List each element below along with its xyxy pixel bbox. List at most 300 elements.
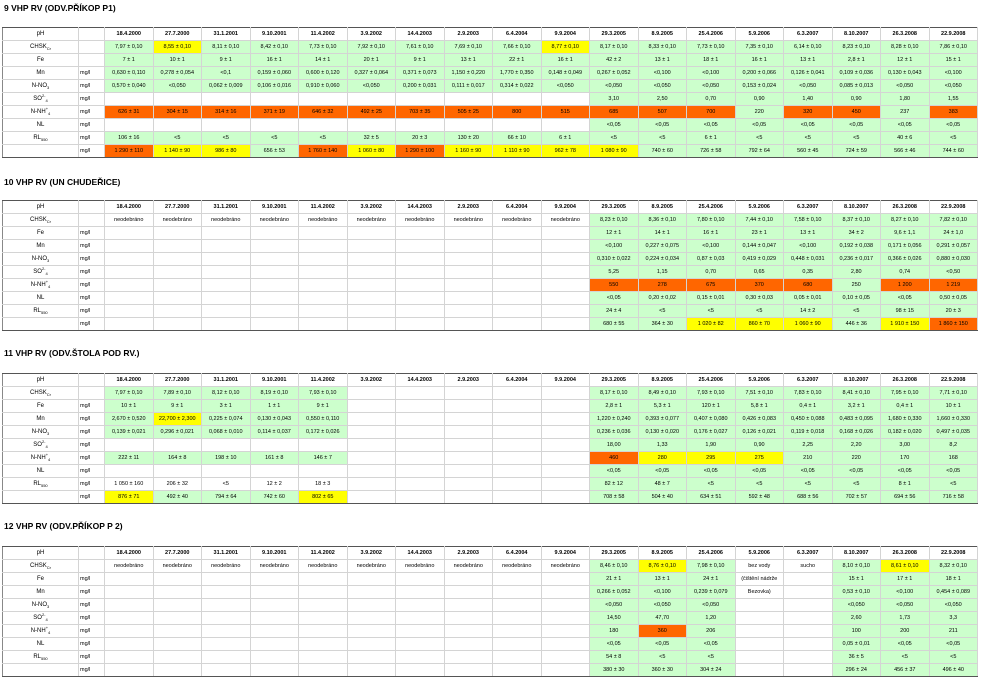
value-cell xyxy=(541,305,590,318)
value-cell xyxy=(784,625,833,638)
value-cell xyxy=(541,292,590,305)
value-cell: 0,570 ± 0,040 xyxy=(105,80,154,93)
value-cell xyxy=(493,612,542,625)
value-cell: 0,227 ± 0,075 xyxy=(638,240,687,253)
date-header: 22.9.2008 xyxy=(929,201,978,214)
value-cell xyxy=(784,599,833,612)
label-sub: 550 xyxy=(40,136,48,142)
value-cell xyxy=(444,266,493,279)
row-label xyxy=(3,318,79,331)
value-cell: 1,680 ± 0,330 xyxy=(881,413,930,426)
value-cell xyxy=(396,318,445,331)
value-cell xyxy=(347,664,396,677)
value-cell xyxy=(396,586,445,599)
date-header: 14.4.2003 xyxy=(396,547,445,560)
value-cell: 716 ± 58 xyxy=(929,491,978,504)
date-header: 5.9.2006 xyxy=(735,28,784,41)
value-cell: 550 xyxy=(590,279,639,292)
value-cell: <5 xyxy=(929,478,978,491)
table-row xyxy=(3,132,978,145)
value-cell: 0,371 ± 0,073 xyxy=(396,67,445,80)
value-cell: 24 ± 1 xyxy=(687,573,736,586)
label-sup: 2- xyxy=(41,92,46,98)
value-cell xyxy=(735,612,784,625)
value-cell: 0,236 ± 0,036 xyxy=(590,426,639,439)
unit-cell: mg/l xyxy=(79,80,105,93)
value-cell: 100 xyxy=(832,625,881,638)
table-row xyxy=(3,214,978,227)
value-cell: 278 xyxy=(638,279,687,292)
value-cell xyxy=(105,465,154,478)
row-label: NL xyxy=(3,119,79,132)
value-cell xyxy=(396,478,445,491)
label-sub: Cr xyxy=(46,564,51,570)
value-cell xyxy=(444,638,493,651)
value-cell: 364 ± 30 xyxy=(638,318,687,331)
value-cell: 170 xyxy=(881,452,930,465)
value-cell: 1 219 xyxy=(929,279,978,292)
value-cell: 0,35 xyxy=(784,266,833,279)
value-cell: 13 ± 1 xyxy=(638,54,687,67)
value-cell xyxy=(396,573,445,586)
value-cell: 98 ± 15 xyxy=(881,305,930,318)
value-cell xyxy=(202,305,251,318)
value-cell: 3 ± 1 xyxy=(202,400,251,413)
value-cell xyxy=(541,119,590,132)
value-cell xyxy=(541,638,590,651)
value-cell xyxy=(299,279,348,292)
value-cell xyxy=(396,253,445,266)
value-cell: 2,8 ± 1 xyxy=(590,400,639,413)
value-cell xyxy=(250,227,299,240)
value-cell: 13 ± 1 xyxy=(638,573,687,586)
value-cell xyxy=(347,119,396,132)
value-cell xyxy=(444,318,493,331)
table-row xyxy=(3,465,978,478)
value-cell xyxy=(153,586,202,599)
value-cell xyxy=(347,279,396,292)
label-sub: 4 xyxy=(48,110,51,116)
date-header: 6.3.2007 xyxy=(784,201,833,214)
table-row xyxy=(3,573,978,586)
value-cell: 23 ± 1 xyxy=(735,227,784,240)
value-cell: 0,426 ± 0,083 xyxy=(735,413,784,426)
value-cell: 250 xyxy=(832,279,881,292)
value-cell: 0,497 ± 0,035 xyxy=(929,426,978,439)
value-cell xyxy=(105,266,154,279)
value-cell xyxy=(105,651,154,664)
label-sub: 550 xyxy=(40,655,48,661)
value-cell: 7,83 ± 0,10 xyxy=(784,387,833,400)
value-cell: 1 140 ± 90 xyxy=(153,145,202,158)
value-cell xyxy=(784,573,833,586)
date-header: 8.10.2007 xyxy=(832,374,881,387)
value-cell: <5 xyxy=(832,305,881,318)
value-cell xyxy=(299,292,348,305)
value-cell: 1,770 ± 0,350 xyxy=(493,67,542,80)
date-header: 27.7.2000 xyxy=(153,201,202,214)
unit-cell: mg/l xyxy=(79,227,105,240)
date-header: 8.10.2007 xyxy=(832,28,881,41)
value-cell xyxy=(784,586,833,599)
table-row xyxy=(3,227,978,240)
value-cell xyxy=(541,586,590,599)
value-cell: 724 ± 59 xyxy=(832,145,881,158)
value-cell: <0,05 xyxy=(832,119,881,132)
value-cell xyxy=(347,305,396,318)
date-header: 8.9.2005 xyxy=(638,28,687,41)
value-cell: 1 290 ± 100 xyxy=(396,145,445,158)
value-cell: <0,100 xyxy=(687,240,736,253)
row-label: $RL_{550}$ xyxy=(3,651,79,664)
date-header: 8.9.2005 xyxy=(638,374,687,387)
value-cell: 10 ± 1 xyxy=(105,400,154,413)
value-cell xyxy=(444,599,493,612)
value-cell: 9 ± 1 xyxy=(299,400,348,413)
unit-cell xyxy=(79,214,105,227)
value-cell: 7,35 ± 0,10 xyxy=(735,41,784,54)
value-cell xyxy=(250,292,299,305)
value-cell: 0,119 ± 0,018 xyxy=(784,426,833,439)
value-cell: <0,05 xyxy=(687,465,736,478)
unit-cell: mg/l xyxy=(79,426,105,439)
value-cell xyxy=(396,387,445,400)
value-cell: <0,100 xyxy=(638,586,687,599)
value-cell xyxy=(541,240,590,253)
value-cell: 0,267 ± 0,052 xyxy=(590,67,639,80)
value-cell: 0,393 ± 0,077 xyxy=(638,413,687,426)
value-cell: neodebráno xyxy=(153,214,202,227)
value-cell: 0,111 ± 0,017 xyxy=(444,80,493,93)
value-cell xyxy=(396,651,445,664)
row-label: NL xyxy=(3,638,79,651)
value-cell: 206 ± 32 xyxy=(153,478,202,491)
label-sub: 4 xyxy=(45,443,48,449)
unit-cell: mg/l xyxy=(79,586,105,599)
value-cell: 0,176 ± 0,027 xyxy=(687,426,736,439)
value-cell: 48 ± 7 xyxy=(638,478,687,491)
unit-cell: mg/l xyxy=(79,240,105,253)
value-cell: 0,327 ± 0,064 xyxy=(347,67,396,80)
value-cell: 198 ± 10 xyxy=(202,452,251,465)
label-sub: Cr xyxy=(46,391,51,397)
value-cell xyxy=(396,240,445,253)
table-row xyxy=(3,93,978,106)
value-cell xyxy=(493,651,542,664)
date-header: 25.4.2006 xyxy=(687,374,736,387)
value-cell xyxy=(347,586,396,599)
value-cell: 460 xyxy=(590,452,639,465)
value-cell: 802 ± 65 xyxy=(299,491,348,504)
value-cell: 656 ± 53 xyxy=(250,145,299,158)
value-cell: 0,068 ± 0,010 xyxy=(202,426,251,439)
unit-cell: mg/l xyxy=(79,664,105,677)
value-cell: 0,171 ± 0,056 xyxy=(881,240,930,253)
value-cell: 794 ± 64 xyxy=(202,491,251,504)
value-cell: 0,90 xyxy=(832,93,881,106)
value-cell: 694 ± 56 xyxy=(881,491,930,504)
value-cell: 1 910 ± 150 xyxy=(881,318,930,331)
value-cell: 5,8 ± 1 xyxy=(735,400,784,413)
value-cell xyxy=(105,439,154,452)
value-cell: 592 ± 48 xyxy=(735,491,784,504)
value-cell: <5 xyxy=(202,478,251,491)
value-cell: 8 ± 1 xyxy=(881,478,930,491)
value-cell xyxy=(105,612,154,625)
value-cell: 492 ± 40 xyxy=(153,491,202,504)
value-cell xyxy=(347,439,396,452)
value-cell: 0,130 ± 0,043 xyxy=(881,67,930,80)
value-cell: 1 200 xyxy=(881,279,930,292)
value-cell xyxy=(541,266,590,279)
value-cell xyxy=(541,413,590,426)
value-cell: 0,114 ± 0,037 xyxy=(250,426,299,439)
unit-cell: mg/l xyxy=(79,119,105,132)
value-cell: 383 xyxy=(929,106,978,119)
value-cell: 0,130 ± 0,020 xyxy=(638,426,687,439)
date-header: 9.10.2001 xyxy=(250,547,299,560)
unit-cell xyxy=(79,547,105,560)
value-cell xyxy=(202,227,251,240)
unit-cell: mg/l xyxy=(79,106,105,119)
value-cell: 106 ± 16 xyxy=(105,132,154,145)
value-cell: 450 xyxy=(832,106,881,119)
value-cell xyxy=(105,240,154,253)
row-label: Mn xyxy=(3,586,79,599)
value-cell: 7,97 ± 0,10 xyxy=(105,41,154,54)
table-row xyxy=(3,651,978,664)
value-cell: 0,600 ± 0,120 xyxy=(299,67,348,80)
value-cell xyxy=(444,439,493,452)
value-cell: 1 290 ± 110 xyxy=(105,145,154,158)
value-cell: 876 ± 71 xyxy=(105,491,154,504)
value-cell xyxy=(444,478,493,491)
value-cell xyxy=(347,318,396,331)
value-cell: 161 ± 8 xyxy=(250,452,299,465)
table-row xyxy=(3,305,978,318)
value-cell xyxy=(347,478,396,491)
value-cell: 222 ± 11 xyxy=(105,452,154,465)
value-cell: 0,291 ± 0,057 xyxy=(929,240,978,253)
value-cell: 8,55 ± 0,10 xyxy=(153,41,202,54)
value-cell xyxy=(396,612,445,625)
value-cell xyxy=(105,638,154,651)
value-cell xyxy=(250,305,299,318)
value-cell: 0,65 xyxy=(735,266,784,279)
value-cell: 295 xyxy=(687,452,736,465)
value-cell: neodebráno xyxy=(396,214,445,227)
value-cell xyxy=(299,266,348,279)
value-cell: <5 xyxy=(832,132,881,145)
value-cell: <0,05 xyxy=(832,465,881,478)
value-cell xyxy=(105,318,154,331)
value-cell: 22 ± 1 xyxy=(493,54,542,67)
value-cell: 0,126 ± 0,021 xyxy=(735,426,784,439)
value-cell xyxy=(493,400,542,413)
date-header: 27.7.2000 xyxy=(153,28,202,41)
value-cell: <5 xyxy=(299,132,348,145)
value-cell: <0,05 xyxy=(638,465,687,478)
value-cell: 0,70 xyxy=(687,266,736,279)
label-sub: 4 xyxy=(45,97,48,103)
value-cell: 505 ± 25 xyxy=(444,106,493,119)
value-cell: 1,40 xyxy=(784,93,833,106)
value-cell xyxy=(299,305,348,318)
value-cell: <0,05 xyxy=(929,465,978,478)
value-cell: 54 ± 8 xyxy=(590,651,639,664)
value-cell: <0,05 xyxy=(687,119,736,132)
value-cell: 7,98 ± 0,10 xyxy=(687,560,736,573)
value-cell: 0,05 ± 0,01 xyxy=(784,292,833,305)
date-header: 26.3.2008 xyxy=(881,201,930,214)
measurement-table xyxy=(2,546,978,677)
value-cell xyxy=(250,439,299,452)
value-cell: 296 ± 24 xyxy=(832,664,881,677)
date-header: 8.10.2007 xyxy=(832,201,881,214)
value-cell: <0,1 xyxy=(202,67,251,80)
value-cell xyxy=(347,491,396,504)
value-cell xyxy=(105,253,154,266)
value-cell: <0,050 xyxy=(832,599,881,612)
value-cell: 8,76 ± 0,10 xyxy=(638,560,687,573)
value-cell xyxy=(250,586,299,599)
value-cell: <0,050 xyxy=(541,80,590,93)
label-sub: 4 xyxy=(48,456,51,462)
value-cell xyxy=(105,625,154,638)
value-cell xyxy=(396,305,445,318)
row-label xyxy=(3,145,79,158)
value-cell xyxy=(784,638,833,651)
value-cell: 1 080 ± 90 xyxy=(590,145,639,158)
value-cell xyxy=(444,625,493,638)
value-cell: neodebráno xyxy=(250,560,299,573)
date-header: 5.9.2006 xyxy=(735,201,784,214)
value-cell xyxy=(396,119,445,132)
value-cell: 7,92 ± 0,10 xyxy=(347,41,396,54)
label-sub: 4 xyxy=(45,270,48,276)
date-header: 31.1.2001 xyxy=(202,201,251,214)
value-cell: 742 ± 60 xyxy=(250,491,299,504)
value-cell: <0,050 xyxy=(638,599,687,612)
unit-cell: mg/l xyxy=(79,93,105,106)
value-cell: 360 xyxy=(638,625,687,638)
value-cell: 0,87 ± 0,03 xyxy=(687,253,736,266)
value-cell: 646 ± 32 xyxy=(299,106,348,119)
value-cell: 492 ± 25 xyxy=(347,106,396,119)
value-cell: 7,69 ± 0,10 xyxy=(444,41,493,54)
value-cell: <5 xyxy=(202,132,251,145)
value-cell xyxy=(347,292,396,305)
value-cell: 7,80 ± 0,10 xyxy=(687,214,736,227)
date-header: 18.4.2000 xyxy=(105,28,154,41)
value-cell: 0,10 ± 0,05 xyxy=(832,292,881,305)
value-cell: 700 xyxy=(687,106,736,119)
value-cell: 206 xyxy=(687,625,736,638)
value-cell: <0,100 xyxy=(687,67,736,80)
value-cell xyxy=(444,240,493,253)
value-cell: 9,6 ± 1,1 xyxy=(881,227,930,240)
unit-cell: mg/l xyxy=(79,478,105,491)
value-cell: 1 060 ± 80 xyxy=(347,145,396,158)
value-cell: <5 xyxy=(638,651,687,664)
value-cell xyxy=(444,465,493,478)
value-cell: 1 ± 1 xyxy=(250,400,299,413)
value-cell: 8,2 xyxy=(929,439,978,452)
value-cell xyxy=(299,318,348,331)
value-cell xyxy=(541,227,590,240)
measurement-table xyxy=(2,27,978,158)
unit-cell xyxy=(79,41,105,54)
value-cell: 20 ± 1 xyxy=(347,54,396,67)
value-cell: <5 xyxy=(832,478,881,491)
value-cell xyxy=(202,625,251,638)
value-cell: 2,80 xyxy=(832,266,881,279)
table-row xyxy=(3,478,978,491)
value-cell xyxy=(202,465,251,478)
value-cell: 685 xyxy=(590,106,639,119)
value-cell: 18 ± 1 xyxy=(929,573,978,586)
value-cell xyxy=(250,119,299,132)
value-cell xyxy=(347,413,396,426)
value-cell: 314 ± 16 xyxy=(202,106,251,119)
row-label: Mn xyxy=(3,67,79,80)
value-cell xyxy=(396,625,445,638)
value-cell: 0,454 ± 0,089 xyxy=(929,586,978,599)
value-cell xyxy=(347,253,396,266)
value-cell: 168 xyxy=(929,452,978,465)
value-cell xyxy=(250,266,299,279)
unit-cell xyxy=(79,201,105,214)
value-cell xyxy=(250,253,299,266)
value-cell: 7,73 ± 0,10 xyxy=(299,41,348,54)
value-cell: <0,050 xyxy=(929,599,978,612)
value-cell: 13 ± 1 xyxy=(784,227,833,240)
date-header: 2.9.2003 xyxy=(444,374,493,387)
unit-cell: mg/l xyxy=(79,400,105,413)
value-cell: 0,192 ± 0,038 xyxy=(832,240,881,253)
label-sup: + xyxy=(45,624,49,630)
value-cell xyxy=(250,465,299,478)
unit-cell: mg/l xyxy=(79,439,105,452)
value-cell xyxy=(493,240,542,253)
value-cell: 8,33 ± 0,10 xyxy=(638,41,687,54)
value-cell xyxy=(541,452,590,465)
unit-cell: mg/l xyxy=(79,413,105,426)
value-cell xyxy=(396,93,445,106)
value-cell: 211 xyxy=(929,625,978,638)
date-header: 31.1.2001 xyxy=(202,547,251,560)
value-cell: 1 060 ± 90 xyxy=(784,318,833,331)
value-cell xyxy=(202,93,251,106)
value-cell: 0,109 ± 0,036 xyxy=(832,67,881,80)
value-cell: 0,483 ± 0,095 xyxy=(832,413,881,426)
date-header: 2.9.2003 xyxy=(444,28,493,41)
date-header: 2.9.2003 xyxy=(444,201,493,214)
value-cell: 304 ± 24 xyxy=(687,664,736,677)
value-cell xyxy=(202,266,251,279)
value-cell: 986 ± 80 xyxy=(202,145,251,158)
date-header: 29.3.2005 xyxy=(590,28,639,41)
value-cell xyxy=(250,625,299,638)
value-cell xyxy=(396,426,445,439)
date-header: 6.4.2004 xyxy=(493,201,542,214)
value-cell: <0,50 xyxy=(929,266,978,279)
value-cell xyxy=(153,305,202,318)
value-cell: 7,93 ± 0,10 xyxy=(299,387,348,400)
value-cell xyxy=(541,93,590,106)
value-cell: 18 ± 3 xyxy=(299,478,348,491)
table-row xyxy=(3,560,978,573)
